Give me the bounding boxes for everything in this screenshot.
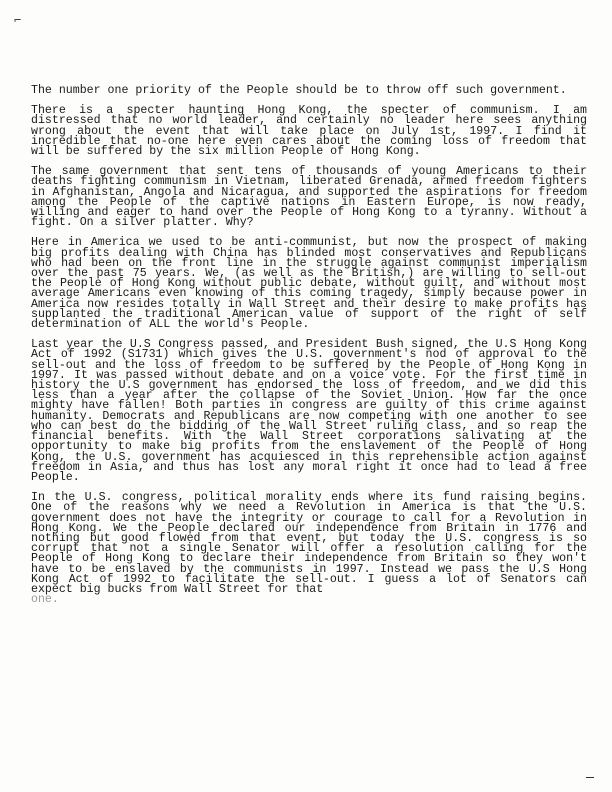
paragraph-2: There is a specter haunting Hong Kong, the specter of communism. I am distressed that no world leader, and certainly no leader here sees anything wrong about the event that will take place on July 1st, 1997. I find it incredible that no-one here even cares about the coming loss of freedom that will be suffered by the six million People of Hong Kong. xyxy=(31,104,587,159)
paragraph-6-last-word: one. xyxy=(31,593,59,607)
bottom-mark xyxy=(586,777,594,778)
paragraph-6-text: In the U.S. congress, political morality ends where its fund raising begins. One of the reasons why we need a Revolution in America is that the U.S. government does not have the integrity or courage to call for a Revolution in Hong Kong. We the People declared our independence from Britain in 1776 and nothing but good flowed from that event, but today the U.S. congress is so corrupt that not a single Senator will offer a resolution calling for the People of Hong Kong to declare their independence from Britain so they won't have to be enslaved by the communists in 1997. Instead we pass the U.S Hong Kong Act of 1992 to facilitate the sell-out. I guess a lot of Senators can expect big bucks from Wall Street for that xyxy=(31,491,587,596)
paragraph-5: Last year the U.S Congress passed, and President Bush signed, the U.S Hong Kong Act of 1992 (S1731) which gives the U.S. government's nod of approval to the sell-out and the loss of freedom to be suffered by the People of Hong Kong in 1997. It was passed without debate and on a voice vote. For the first time in history the U.S government has endorsed the loss of freedom, and we did this less than a year after the collapse of the Soviet Union. How far the once mighty have fallen! Both parties in congress are guilty of this crime against humanity. Democrats and Republicans are now competing with one another to see who can best do the bidding of the Wall Street ruling class, and so reap the financial benefits. With the Wall Street corporations salivating at the opportunity to make big profits from the enslavement of the People of Hong Kong, the U.S. government has acquiesced in this reprehensible action against freedom in Asia, and thus has lost any moral right it once had to lead a free People. xyxy=(31,338,587,484)
corner-mark: ⌐ xyxy=(14,13,22,27)
paragraph-6 xyxy=(31,493,587,605)
letter-body xyxy=(31,86,587,605)
paragraph-4: Here in America we used to be anti-communist, but now the prospect of making big profits dealing with China has blinded most conservatives and Republicans who had been on the front line in the struggle against communist imperialism over the past 75 years. We, (as well as the British,) are willing to sell-out the People of Hong Kong without public debate, without guilt, and without most average Americans even knowing of this coming tragedy, simply because power in America now resides totally in Wall Street and their desire to make profits has supplanted the traditional American value of support of the right of self determination of ALL the world's People. xyxy=(31,236,587,332)
paragraph-1: The number one priority of the People should be to throw off such government. xyxy=(31,84,567,97)
paragraph-3: The same government that sent tens of thousands of young Americans to their deaths fighting communism in Vietnam, liberated Grenada, armed freedom fighters in Afghanistan, Angola and Nicaragua, and supported the aspirations for freedom among the People of the captive nations in Eastern Europe, is now ready, willing and eager to hand over the People of Hong Kong to a tyranny. Without a fight. On a silver platter. Why? xyxy=(31,165,587,230)
